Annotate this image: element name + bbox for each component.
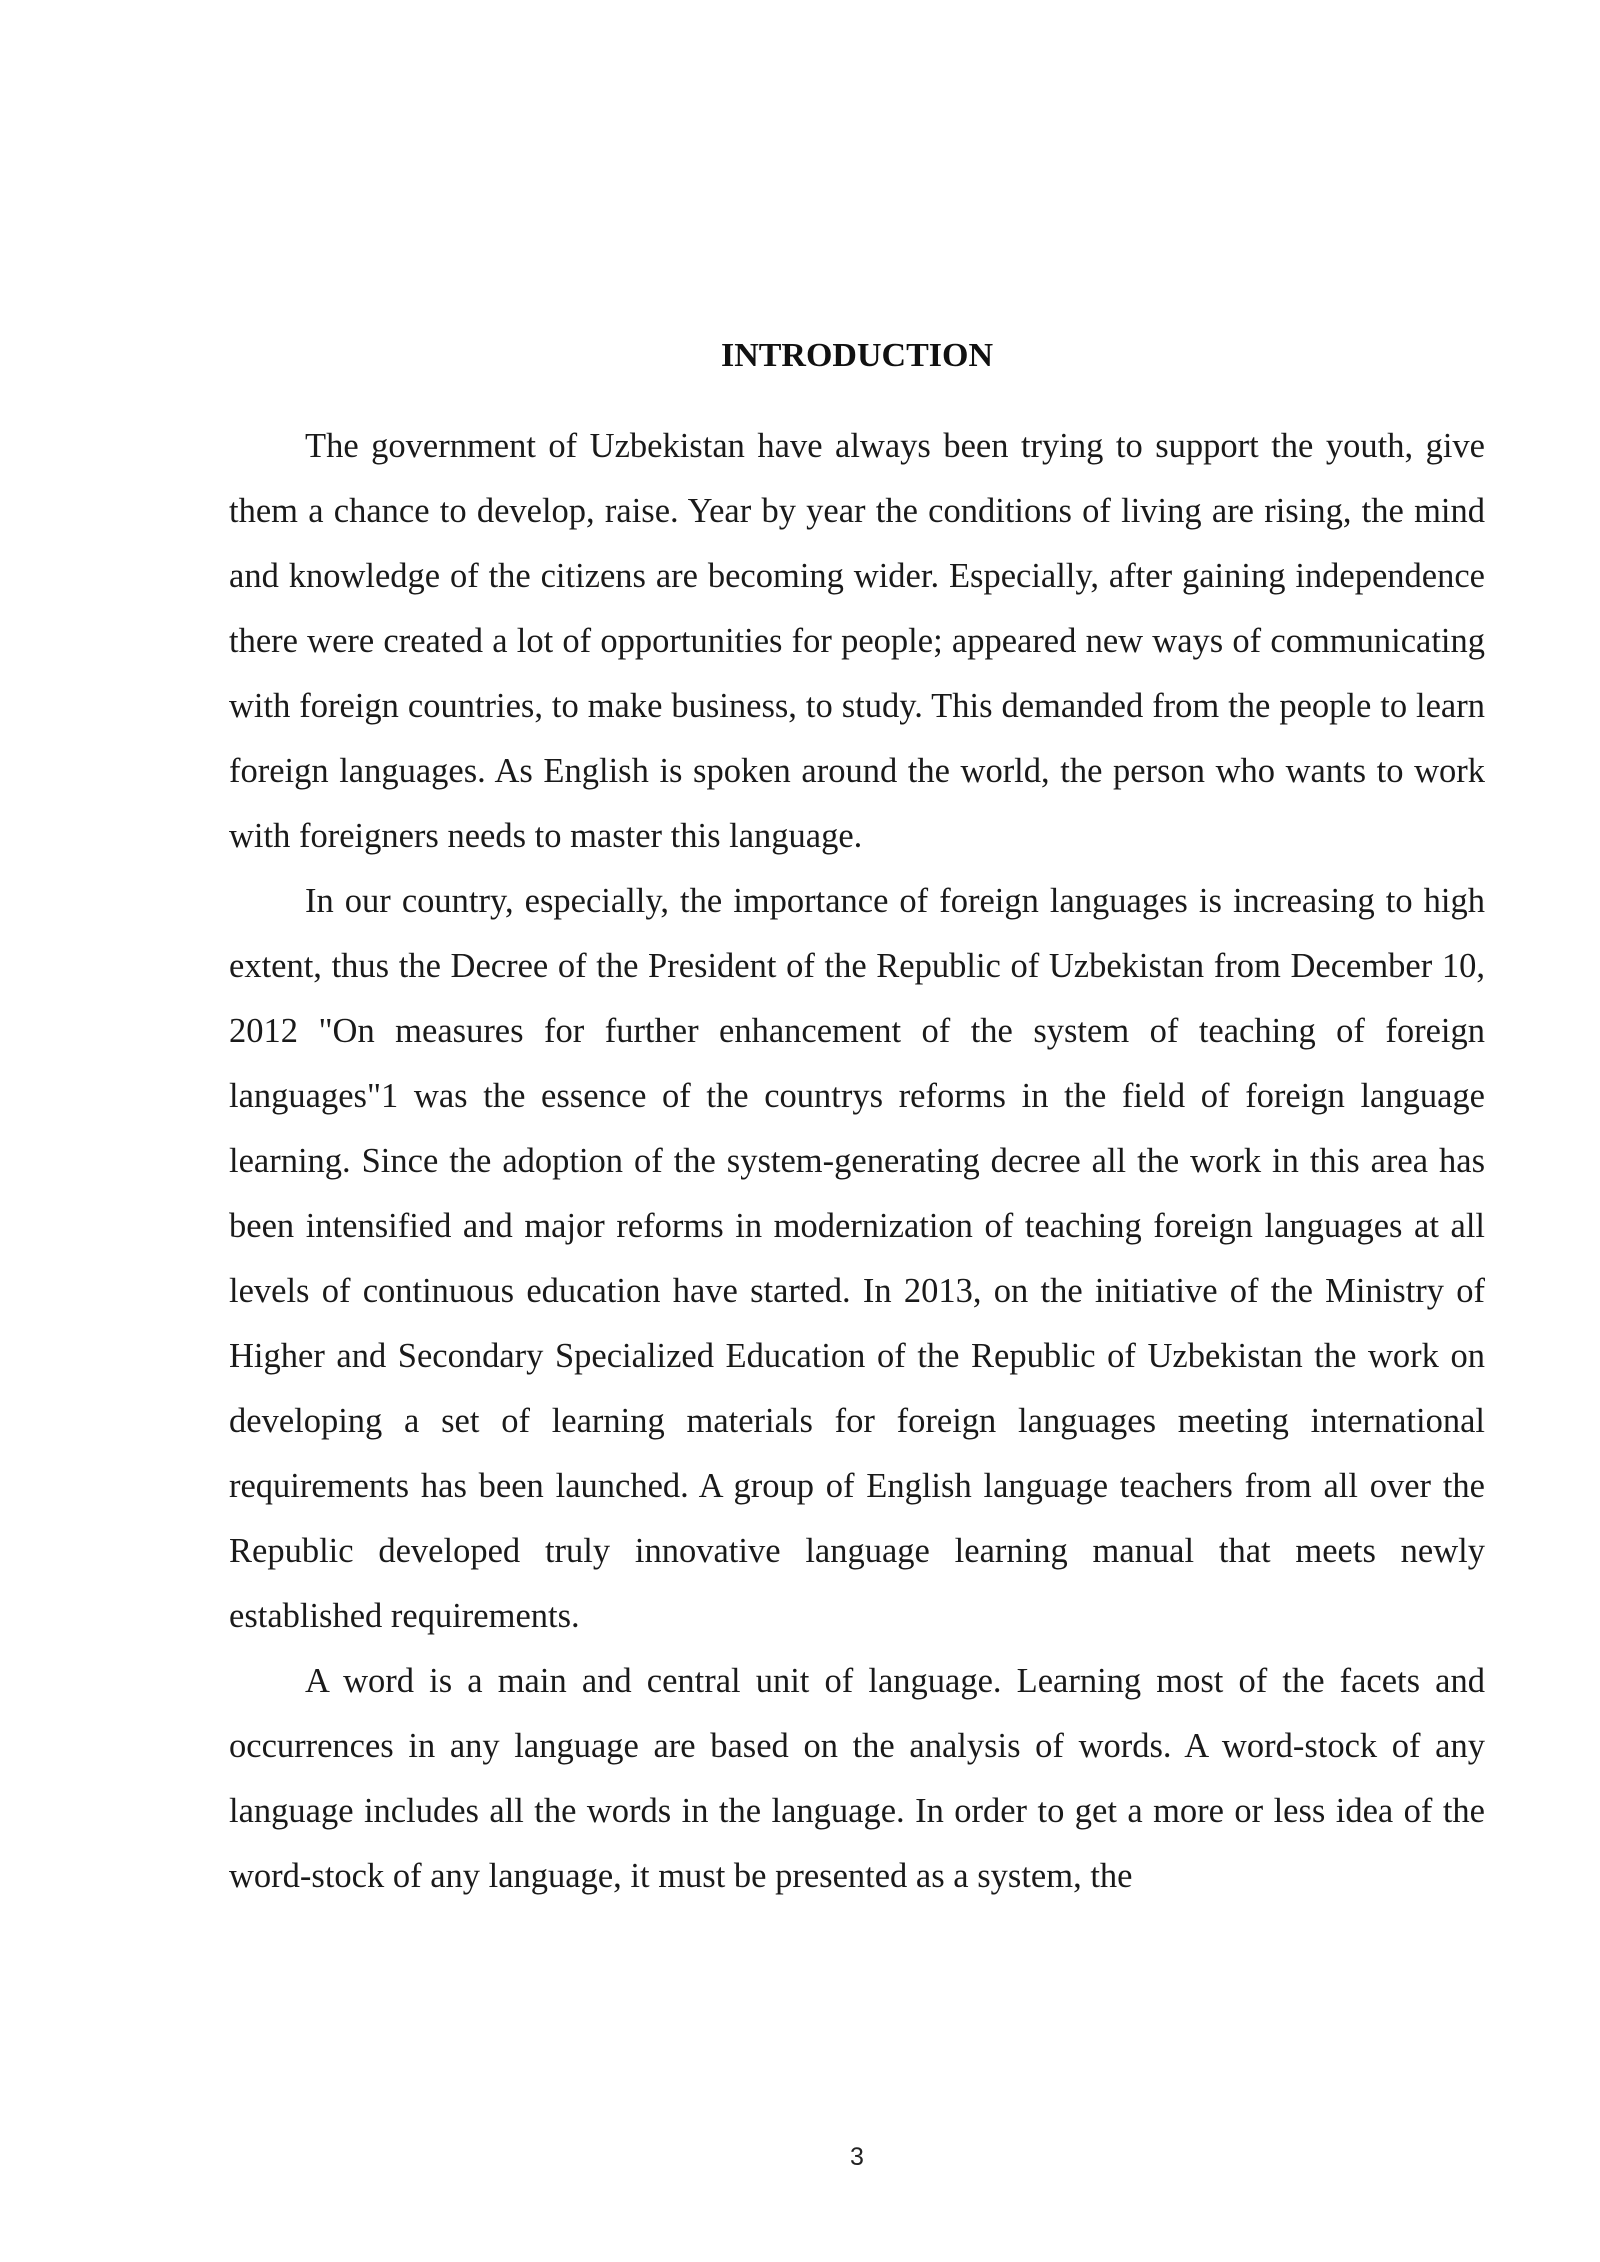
body-text [229,414,1485,1909]
section-heading: INTRODUCTION [720,337,994,374]
paragraph-2: In our country, especially, the importance of foreign languages is increasing to high extent, thus the Decree of the President of the Republic of Uzbekistan from December 10, 2012 "On measures for further enhancement of the system of teaching of foreign languages"1 was the essence of the countrys reforms in the field of foreign language learning. Since the adoption of the system-generating decree all the work in this area has been intensified and major reforms in modernization of teaching foreign languages at all levels of continuous education have started. In 2013, on the initiative of the Ministry of Higher and Secondary Specialized Education of the Republic of Uzbekistan the work on developing a set of learning materials for foreign languages meeting international requirements has been launched. A group of English language teachers from all over the Republic developed truly innovative language learning manual that meets newly established requirements. [229,882,1485,1635]
page-number: 3 [850,2143,864,2171]
paragraph-1: The government of Uzbekistan have always been trying to support the youth, give them a chance to develop, raise. Year by year the conditions of living are rising, the mind and knowledge of the citizens are becoming wider. Especially, after gaining independence there were created a lot of opportunities for people; appeared new ways of communicating with foreign countries, to make business, to study. This demanded from the people to learn foreign languages. As English is spoken around the world, the person who wants to work with foreigners needs to master this language. [229,427,1485,855]
paragraph-3: A word is a main and central unit of language. Learning most of the facets and occurrences in any language are based on the analysis of words. A word-stock of any language includes all the words in the language. In order to get a more or less idea of the word-stock of any language, it must be presented as a system, the [229,1662,1485,1895]
